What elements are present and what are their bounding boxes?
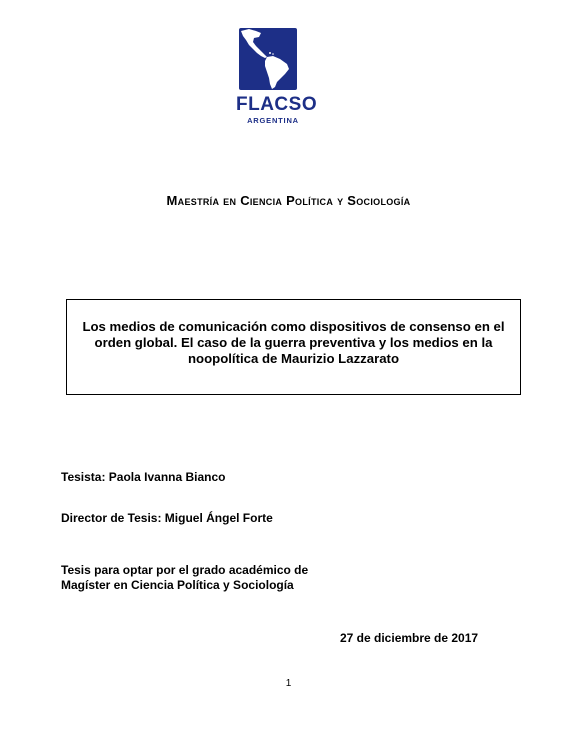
thesis-title-line-1: Los medios de comunicación como dispositivos de consenso en el — [82, 319, 505, 334]
program-heading: Maestría en Ciencia Política y Sociología — [166, 193, 411, 208]
thesis-title-line-3: noopolítica de Maurizio Lazzarato — [187, 351, 400, 366]
submission-date: 27 de diciembre de 2017 — [340, 631, 479, 645]
americas-map-icon — [239, 28, 297, 90]
thesis-title-line-2: orden global. El caso de la guerra preventiva y los medios en la — [94, 335, 493, 350]
tesista-line: Tesista: Paola Ivanna Bianco — [61, 470, 226, 484]
degree-line-2: Magíster en Ciencia Política y Sociología — [61, 578, 294, 592]
thesis-title-box — [66, 299, 521, 395]
thesis-title — [79, 319, 509, 367]
flacso-logo — [236, 28, 316, 128]
degree-line-1: Tesis para optar por el grado académico de — [61, 563, 309, 577]
logo-name: FLACSO — [236, 94, 318, 115]
degree-statement — [61, 563, 308, 593]
page-number: 1 — [285, 678, 292, 689]
director-line: Director de Tesis: Miguel Ángel Forte — [61, 511, 273, 525]
logo-subtitle: ARGENTINA — [247, 116, 299, 125]
